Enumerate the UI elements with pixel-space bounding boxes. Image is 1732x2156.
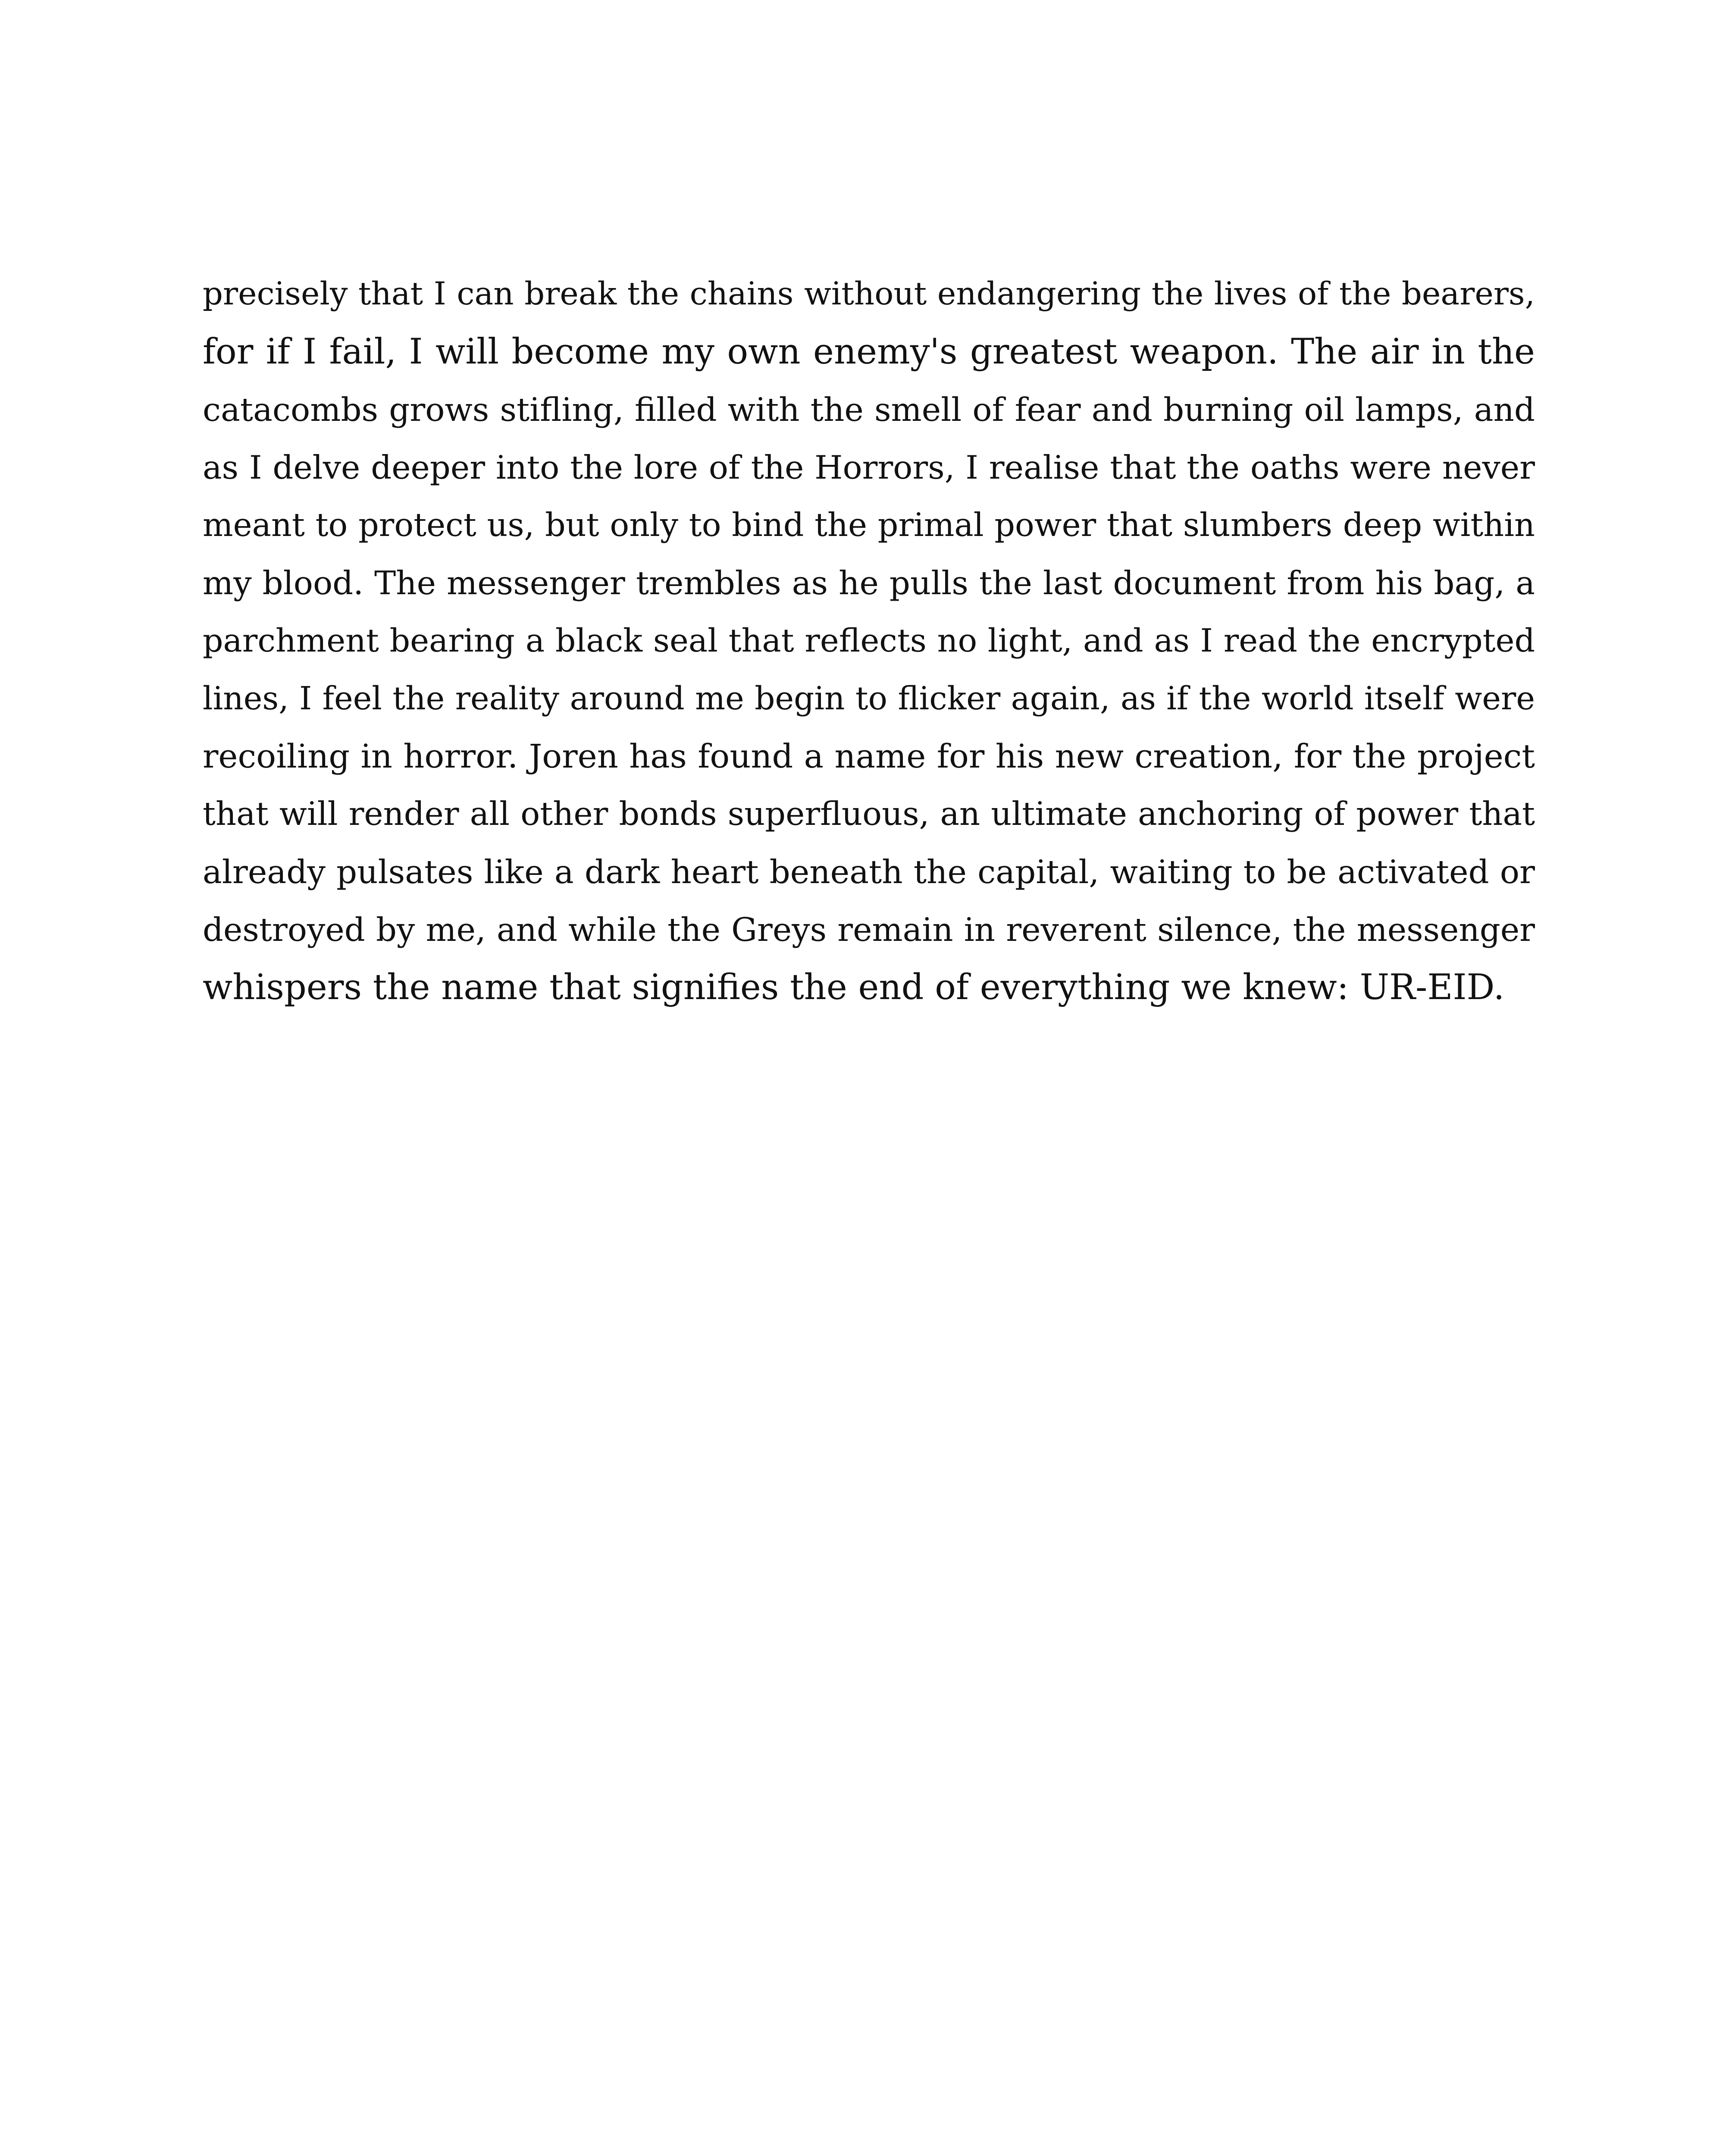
- text-line: as I delve deeper into the lore of the Horrors, I realise that the oaths were never: [203, 448, 1535, 486]
- text-line: recoiling in horror. Joren has found a name for his new creation, for the project: [203, 737, 1535, 775]
- text-line: my blood. The messenger trembles as he pulls the last document from his bag, a: [203, 564, 1535, 602]
- text-line: already pulsates like a dark heart beneath the capital, waiting to be activated or: [203, 853, 1535, 891]
- text-line: parchment bearing a black seal that reflects no light, and as I read the encrypted: [203, 622, 1535, 659]
- text-line: lines, I feel the reality around me begin to flicker again, as if the world itself were: [203, 680, 1535, 717]
- body-paragraph: [203, 265, 1535, 1016]
- text-line: catacombs grows stifling, filled with the smell of fear and burning oil lamps, and: [203, 391, 1535, 429]
- text-line: whispers the name that signifies the end of everything we knew: UR-EID.: [203, 967, 1505, 1008]
- text-line: destroyed by me, and while the Greys remain in reverent silence, the messenger: [203, 911, 1535, 949]
- text-line: that will render all other bonds superfluous, an ultimate anchoring of power that: [203, 795, 1535, 833]
- text-line: precisely that I can break the chains without endangering the lives of the bearers,: [203, 276, 1535, 312]
- text-line: meant to protect us, but only to bind the primal power that slumbers deep within: [203, 506, 1535, 544]
- text-line: for if I fail, I will become my own enemy's greatest weapon. The air in the: [203, 332, 1535, 372]
